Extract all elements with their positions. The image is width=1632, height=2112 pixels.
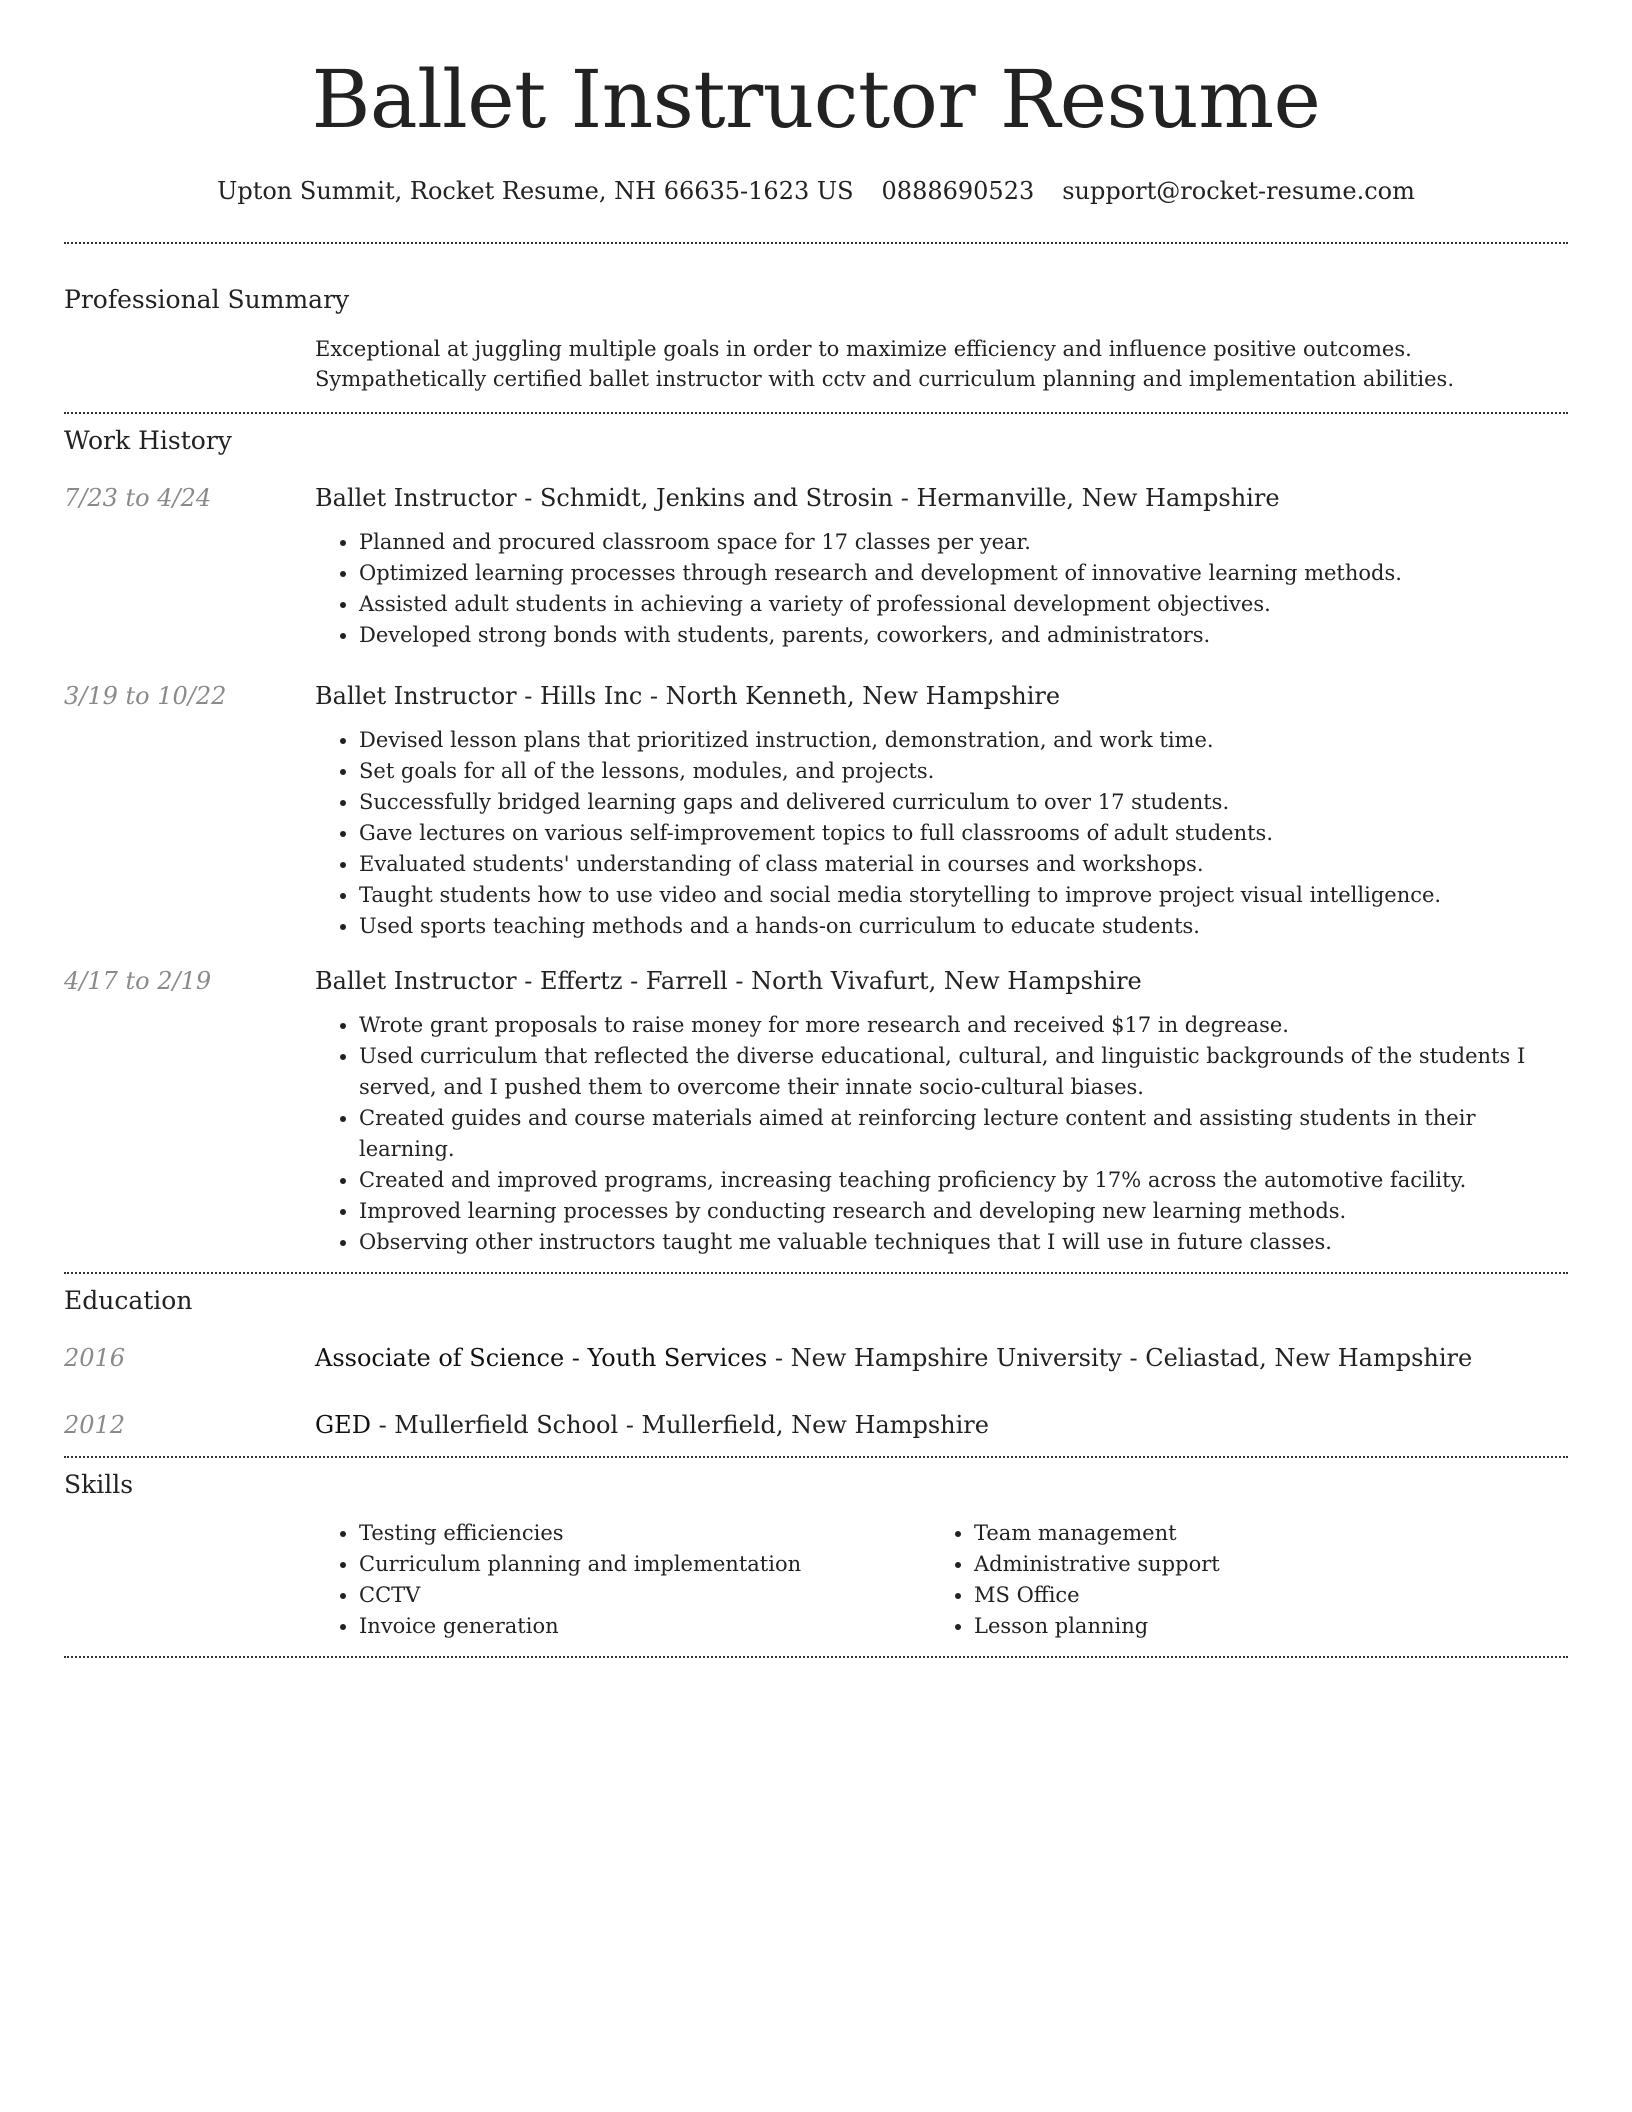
list-item: • Evaluated students' understanding of class material in courses and workshops.	[359, 849, 1568, 880]
skill-item: • Lesson planning	[974, 1611, 1545, 1642]
job-entry	[64, 679, 1568, 942]
skill-item: • Testing efficiencies	[359, 1518, 930, 1549]
contact-address: Upton Summit, Rocket Resume, NH 66635-1623 US	[217, 177, 854, 205]
list-item: • Improved learning processes by conducting research and developing new learning methods.	[359, 1196, 1568, 1227]
summary-section	[64, 283, 1568, 394]
section-divider	[64, 1456, 1568, 1458]
skills-column-left	[315, 1518, 930, 1642]
job-dates: 7/23 to 4/24	[64, 484, 212, 512]
skill-item: • Invoice generation	[359, 1611, 930, 1642]
education-degree: GED	[315, 1411, 371, 1439]
education-school: - Mullerfield School - Mullerfield, New Hampshire	[370, 1411, 989, 1439]
list-item: • Gave lectures on various self-improvement topics to full classrooms of adult students.	[359, 818, 1568, 849]
job-entry	[64, 964, 1568, 1258]
list-item: • Created and improved programs, increasing teaching proficiency by 17% across the automotive facility.	[359, 1165, 1568, 1196]
section-divider	[64, 1656, 1568, 1658]
list-item: • Devised lesson plans that prioritized instruction, demonstration, and work time.	[359, 725, 1568, 756]
list-item: • Taught students how to use video and social media storytelling to improve project visual intelligence.	[359, 880, 1568, 911]
job-title: Ballet Instructor - Schmidt, Jenkins and Strosin - Hermanville, New Hampshire	[315, 484, 1280, 512]
list-item: • Wrote grant proposals to raise money for more research and received $17 in degrease.	[359, 1010, 1568, 1041]
education-year: 2016	[64, 1344, 126, 1372]
list-item: • Used curriculum that reflected the diverse educational, cultural, and linguistic backgrounds of the students I served, and I pushed them to overcome their innate socio-cultural biases.	[359, 1041, 1568, 1103]
resume-title: Ballet Instructor Resume	[311, 53, 1321, 146]
education-heading: Education	[64, 1286, 193, 1315]
work-history-heading: Work History	[64, 426, 232, 455]
job-title: Ballet Instructor - Effertz - Farrell - North Vivafurt, New Hampshire	[315, 967, 1142, 995]
job-title: Ballet Instructor - Hills Inc - North Kenneth, New Hampshire	[315, 682, 1061, 710]
skills-heading: Skills	[64, 1470, 134, 1499]
contact-email: support@rocket-resume.com	[1062, 177, 1415, 205]
list-item: • Set goals for all of the lessons, modules, and projects.	[359, 756, 1568, 787]
skill-item: • MS Office	[974, 1580, 1545, 1611]
list-item: • Optimized learning processes through research and development of innovative learning methods.	[359, 558, 1568, 589]
list-item: • Assisted adult students in achieving a variety of professional development objectives.	[359, 589, 1568, 620]
job-dates: 3/19 to 10/22	[64, 682, 227, 710]
list-item: • Developed strong bonds with students, parents, coworkers, and administrators.	[359, 620, 1568, 651]
skill-item: • CCTV	[359, 1580, 930, 1611]
skill-item: • Curriculum planning and implementation	[359, 1549, 930, 1580]
list-item: • Successfully bridged learning gaps and delivered curriculum to over 17 students.	[359, 787, 1568, 818]
education-entry	[64, 1341, 1568, 1375]
work-history-section	[64, 424, 1568, 1258]
list-item: • Created guides and course materials aimed at reinforcing lecture content and assisting students in their learning.	[359, 1103, 1568, 1165]
skill-item: • Administrative support	[974, 1549, 1545, 1580]
summary-heading: Professional Summary	[64, 285, 350, 314]
job-entry	[64, 481, 1568, 651]
section-divider	[64, 242, 1568, 244]
job-bullets	[315, 1010, 1568, 1258]
section-divider	[64, 1272, 1568, 1274]
job-bullets	[315, 527, 1568, 651]
education-entry	[64, 1408, 1568, 1442]
section-divider	[64, 412, 1568, 414]
skills-column-right	[930, 1518, 1545, 1642]
education-school: - New Hampshire University - Celiastad, New Hampshire	[767, 1344, 1473, 1372]
list-item: • Used sports teaching methods and a hands-on curriculum to educate students.	[359, 911, 1568, 942]
contact-phone: 0888690523	[881, 177, 1035, 205]
education-section	[64, 1284, 1568, 1442]
summary-text: Exceptional at juggling multiple goals in order to maximize efficiency and influence positive outcomes. Sympathetically certified ballet instructor with cctv and curriculum planning and implementation abilities.	[315, 337, 1455, 391]
list-item: • Observing other instructors taught me valuable techniques that I will use in future classes.	[359, 1227, 1568, 1258]
job-dates: 4/17 to 2/19	[64, 967, 212, 995]
skills-section	[64, 1468, 1568, 1642]
job-bullets	[315, 725, 1568, 942]
list-item: • Planned and procured classroom space for 17 classes per year.	[359, 527, 1568, 558]
skill-item: • Team management	[974, 1518, 1545, 1549]
contact-line	[64, 174, 1568, 208]
education-year: 2012	[64, 1411, 126, 1439]
education-degree: Associate of Science - Youth Services	[315, 1344, 768, 1372]
